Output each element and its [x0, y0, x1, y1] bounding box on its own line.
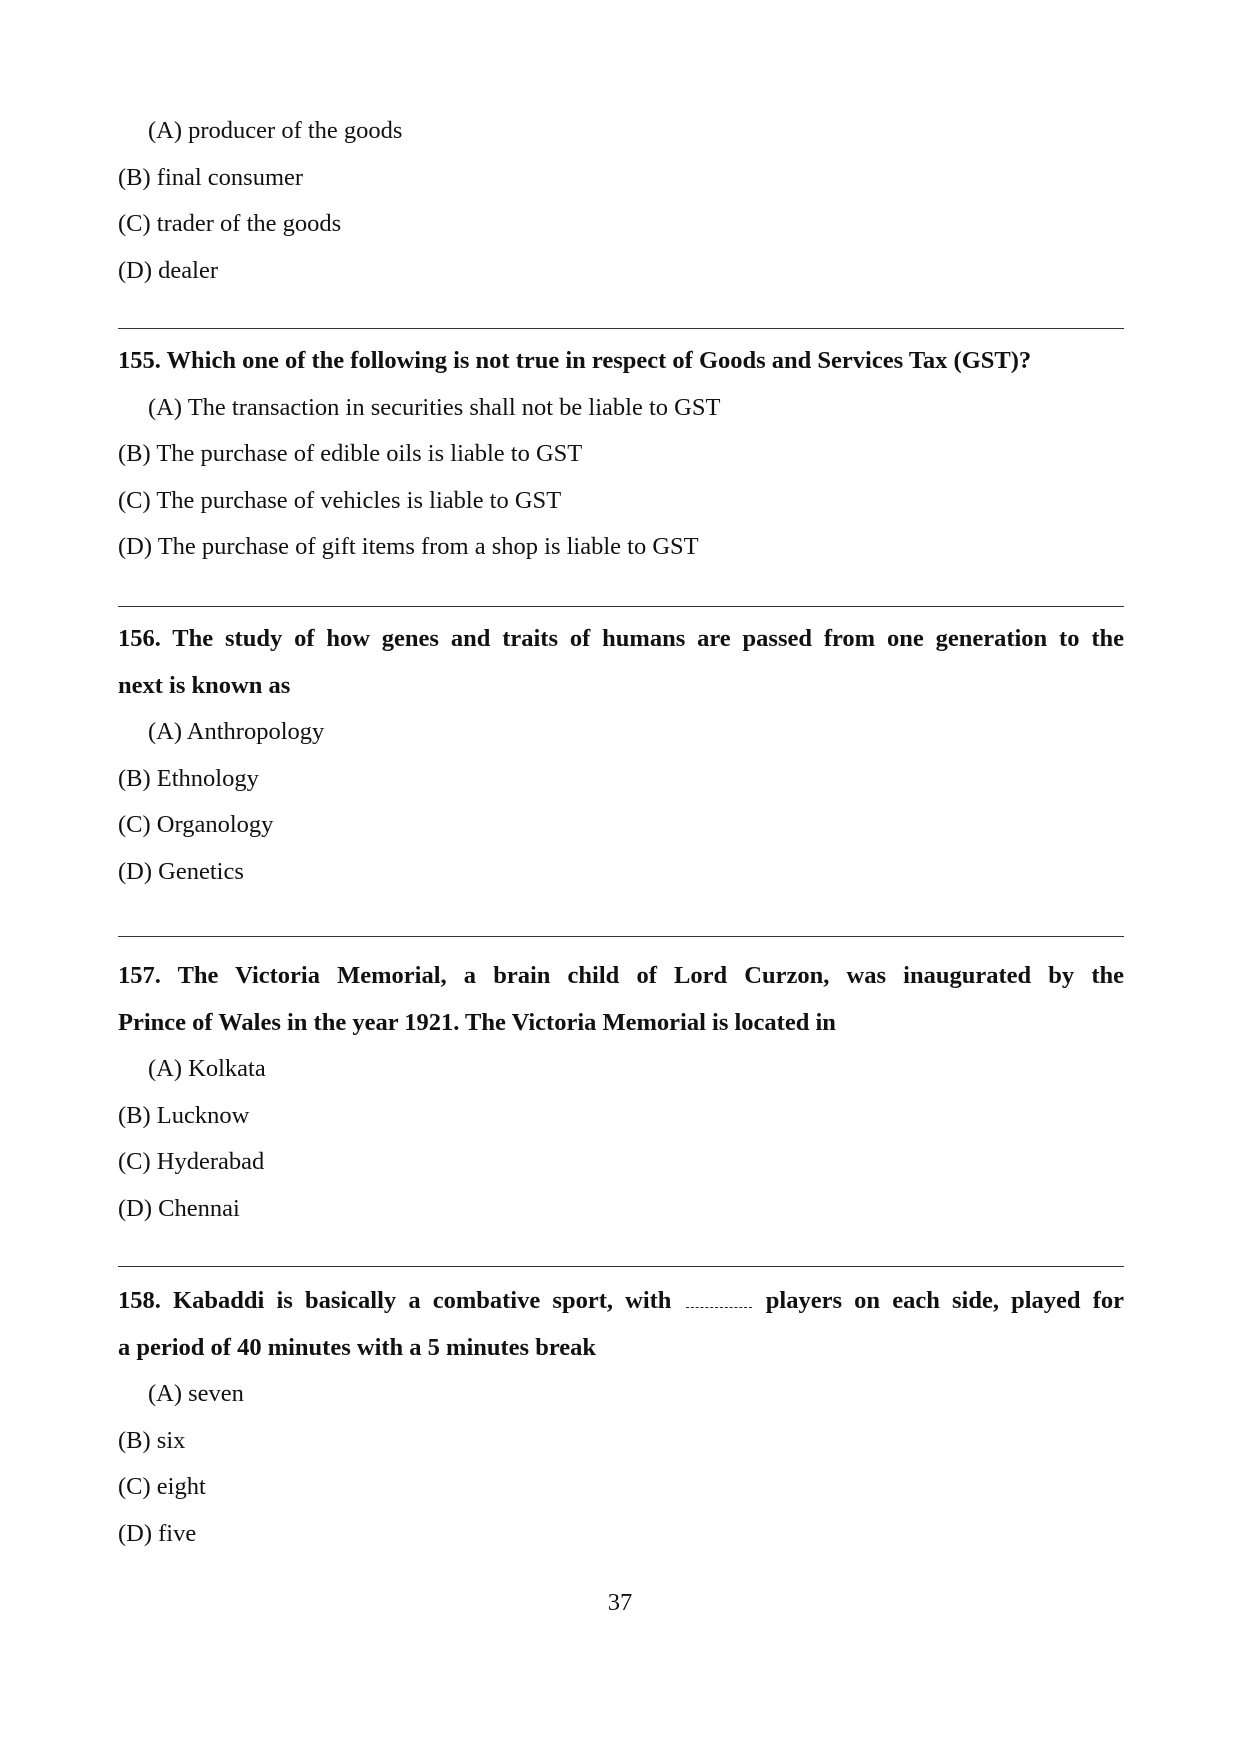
option-a: (A) Kolkata: [148, 1055, 266, 1082]
option-b: (B) final consumer: [118, 163, 304, 191]
question-158: [118, 1278, 1124, 1557]
option-b: (B) Lucknow: [118, 1101, 250, 1129]
option-c: (C) eight: [118, 1473, 206, 1500]
option-d: (D) five: [118, 1519, 197, 1547]
question-stem-cont: Prince of Wales in the year 1921. The Victoria Memorial is located in: [118, 1008, 836, 1036]
divider: [118, 936, 1124, 937]
option-c: (C) trader of the goods: [118, 210, 342, 237]
question-stem: 156. The study of how genes and traits of humans are passed from one generation to the: [118, 625, 1124, 652]
prev-question-options: [118, 108, 1124, 294]
question-stem: 157. The Victoria Memorial, a brain child of Lord Curzon, was inaugurated by the: [118, 962, 1124, 989]
option-c: (C) The purchase of vehicles is liable to GST: [118, 486, 562, 514]
option-d: (D) Chennai: [118, 1194, 240, 1222]
option-b: (B) six: [118, 1426, 186, 1454]
question-stem-part1: 158. Kabaddi is basically a combative sport, with: [118, 1287, 672, 1314]
option-c: (C) Hyderabad: [118, 1148, 265, 1175]
option-a: (A) seven: [148, 1380, 244, 1407]
question-157: [118, 953, 1124, 1232]
option-a: (A) The transaction in securities shall not be liable to GST: [148, 393, 721, 421]
option-a: (A) producer of the goods: [148, 117, 403, 144]
option-d: (D) dealer: [118, 256, 218, 284]
divider: [118, 328, 1124, 329]
question-stem-cont: a period of 40 minutes with a 5 minutes break: [118, 1333, 597, 1361]
option-b: (B) Ethnology: [118, 764, 259, 792]
divider: [118, 606, 1124, 607]
fill-in-blank: [686, 1286, 752, 1308]
question-stem: 155. Which one of the following is not true in respect of Goods and Services Tax (GST)?: [118, 347, 1032, 374]
option-c: (C) Organology: [118, 811, 274, 838]
option-d: (D) Genetics: [118, 857, 244, 885]
page-number: 37: [607, 1589, 633, 1616]
question-155: [118, 338, 1124, 571]
option-b: (B) The purchase of edible oils is liable to GST: [118, 440, 583, 467]
question-156: [118, 616, 1124, 895]
question-stem-cont: next is known as: [118, 671, 291, 699]
question-stem-part2: players on each side, played for: [765, 1287, 1125, 1314]
option-a: (A) Anthropology: [148, 718, 325, 745]
question-stem: [118, 1278, 1124, 1325]
option-d: (D) The purchase of gift items from a shop is liable to GST: [118, 533, 699, 560]
divider: [118, 1266, 1124, 1267]
